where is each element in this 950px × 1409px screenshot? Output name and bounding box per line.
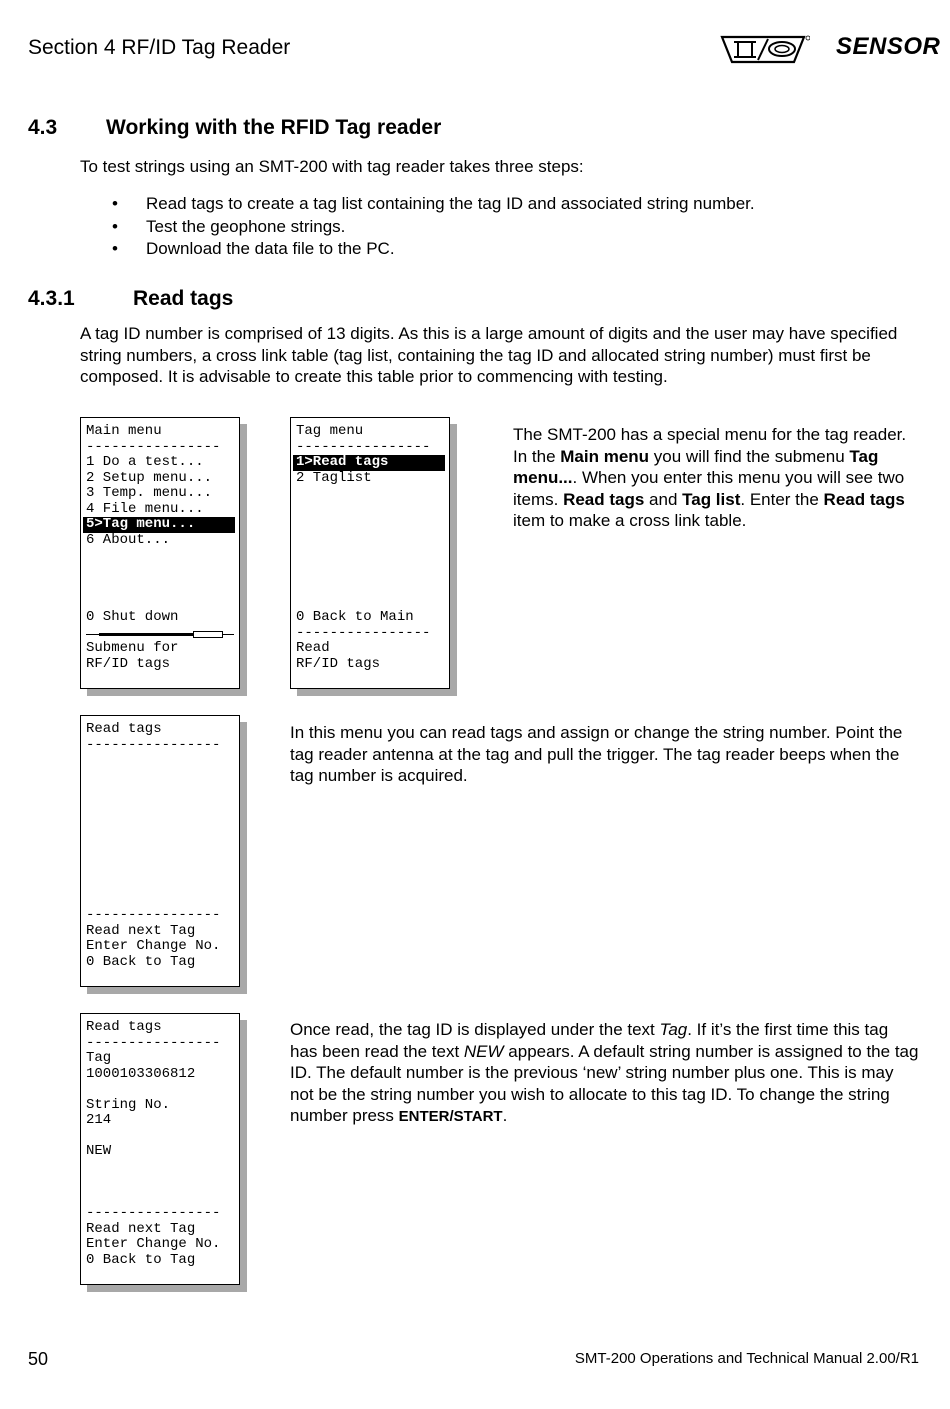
menu-item: 1 Do a test... xyxy=(86,454,204,470)
tag-id: 1000103306812 xyxy=(86,1066,196,1082)
back-item: 0 Back to Main xyxy=(296,609,414,625)
new-flag: NEW xyxy=(86,1143,112,1159)
menu-item: 2 Taglist xyxy=(296,470,372,486)
screen-divider: ---------------- xyxy=(86,907,221,923)
list-item: • Test the geophone strings. xyxy=(80,216,920,239)
footer-line: 0 Back to Tag xyxy=(86,1252,196,1268)
menu-item: 6 About... xyxy=(86,532,171,548)
footer-line: Enter Change No. xyxy=(86,1236,221,1252)
section-intro: To test strings using an SMT-200 with tag reader takes three steps: xyxy=(80,157,584,176)
list-item: • Download the data file to the PC. xyxy=(80,238,920,261)
footer-line: Enter Change No. xyxy=(86,938,221,954)
main-menu-screen xyxy=(80,417,240,689)
menu-item: 3 Temp. menu... xyxy=(86,485,213,501)
footer-line: Read next Tag xyxy=(86,1221,196,1237)
screen-title: Read tags xyxy=(86,721,162,737)
read-tags-result-screen xyxy=(80,1013,240,1285)
subsection-intro: A tag ID number is comprised of 13 digits. As this is a large amount of digits and the user may have specified string numbers, a cross link table (tag list, containing the tag ID and allocated string number) must first be composed. It is advisable to create this table prior to commencing with testing. xyxy=(80,324,898,386)
screen-divider: ---------------- xyxy=(86,439,221,455)
string-number: 214 xyxy=(86,1112,112,1128)
subsection-heading xyxy=(28,287,628,313)
screen-divider: ---------------- xyxy=(86,1205,221,1221)
status-line: RF/ID tags xyxy=(86,656,171,672)
list-item: • Read tags to create a tag list containing the tag ID and associated string number. xyxy=(80,193,920,216)
shutdown-item: 0 Shut down xyxy=(86,609,179,625)
menu-item-selected: 5>Tag menu... xyxy=(83,517,235,533)
screen-divider: ---------------- xyxy=(86,737,221,753)
string-label: String No. xyxy=(86,1097,171,1113)
footer-line: Read next Tag xyxy=(86,923,196,939)
header-section-title: Section 4 RF/ID Tag Reader xyxy=(28,36,291,59)
menu-item: 2 Setup menu... xyxy=(86,470,213,486)
subsection-title: Read tags xyxy=(133,287,234,310)
section-heading xyxy=(28,116,628,142)
menu-item: 4 File menu... xyxy=(86,501,204,517)
screen-title: Read tags xyxy=(86,1019,162,1035)
progress-end xyxy=(193,631,223,638)
section-title: Working with the RFID Tag reader xyxy=(106,116,442,139)
screen-divider: ---------------- xyxy=(86,1035,221,1051)
read-tags-screen xyxy=(80,715,240,987)
screen-title: Tag menu xyxy=(296,423,364,439)
steps-list xyxy=(80,193,920,261)
menu-item-selected: 1>Read tags xyxy=(293,455,445,471)
status-line: Read xyxy=(296,640,330,656)
tag-menu-screen xyxy=(290,417,450,689)
tag-label: Tag xyxy=(86,1050,112,1066)
screen-divider: ---------------- xyxy=(296,439,431,455)
page-number: 50 xyxy=(28,1349,49,1369)
read-menu-description: In this menu you can read tags and assign or change the string number. Point the tag reader antenna at the tag and pull the trigger. The tag reader beeps when the tag number is acquired. xyxy=(290,723,903,785)
status-line: RF/ID tags xyxy=(296,656,381,672)
subsection-number: 4.3.1 xyxy=(28,287,75,310)
status-line: Submenu for xyxy=(86,640,179,656)
tag-menu-description: The SMT-200 has a special menu for the tag reader. In the Main menu you will find the submenu Tag menu.... When you enter this menu you will see two items. Read tags and Tag list. Enter the Read tags item to make a cross link table. xyxy=(513,425,907,530)
brand-name: SENSOR xyxy=(836,33,941,60)
manual-title: SMT-200 Operations and Technical Manual 2.00/R1 xyxy=(574,1350,919,1367)
progress-bar xyxy=(99,633,194,636)
screen-divider: ---------------- xyxy=(296,625,431,641)
read-result-description: Once read, the tag ID is displayed under the text Tag. If it’s the first time this tag has been read the text NEW appears. A default string number is assigned to the tag ID. The default number is the previous ‘new’ string number plus one. This is may not be the string number you wish to allocate to this tag ID. To change the string number press ENTER/START. xyxy=(290,1020,919,1125)
section-number: 4.3 xyxy=(28,116,58,139)
footer-line: 0 Back to Tag xyxy=(86,954,196,970)
screen-title: Main menu xyxy=(86,423,162,439)
io-sensor-logo-icon xyxy=(720,33,810,65)
